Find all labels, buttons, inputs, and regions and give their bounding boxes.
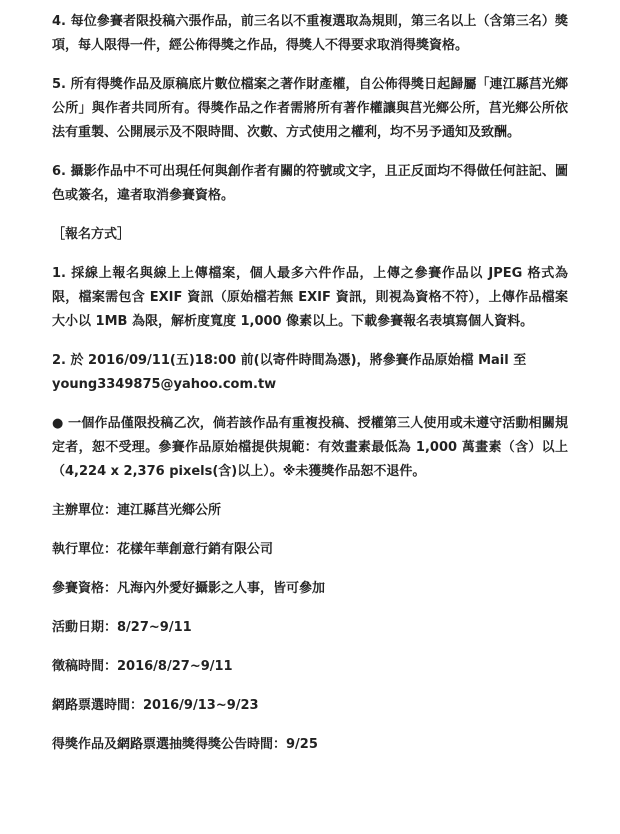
event-dates-line: 活動日期：8/27~9/11 [52, 620, 192, 635]
document-body [52, 10, 568, 772]
submission-email: young3349875@yahoo.com.tw [52, 377, 277, 392]
online-voting-line: 網路票選時間：2016/9/13~9/23 [52, 698, 259, 713]
rule-5-paragraph: 5. 所有得獎作品及原稿底片數位檔案之著作財產權，自公佈得獎日起歸屬「連江縣莒光鄉公所」與作者共同所有。得獎作品之作者需將所有著作權讓與莒光鄉公所，莒光鄉公所依法有重製、公開展示及不限時間、次數、方式使用之權利，均不另予通知及致酬。 [52, 77, 568, 140]
registration-step-1: 1. 採線上報名與線上上傳檔案，個人最多六件作品，上傳之參賽作品以 JPEG 格式為限，檔案需包含 EXIF 資訊（原始檔若無 EXIF 資訊，則視為資格不符），上傳作品檔案大小以 1MB 為限，解析度寬度 1,000 像素以上。下載參賽報名表填寫個人資料。 [52, 266, 568, 329]
registration-step-2-text: 2. 於 2016/09/11(五)18:00 前(以寄件時間為憑)，將參賽作品原始檔 Mail 至 [52, 353, 527, 368]
rule-6-paragraph: 6. 攝影作品中不可出現任何與創作者有關的符號或文字，且正反面均不得做任何註記、圖色或簽名，違者取消參賽資格。 [52, 164, 568, 203]
rule-4-paragraph: 4. 每位參賽者限投稿六張作品，前三名以不重複選取為規則，第三名以上（含第三名）獎項，每人限得一件，經公佈得獎之作品，得獎人不得要求取消得獎資格。 [52, 14, 568, 53]
submission-period-line: 徵稿時間：2016/8/27~9/11 [52, 659, 233, 674]
organizer-line: 主辦單位：連江縣莒光鄉公所 [52, 503, 222, 518]
registration-step-2 [52, 349, 568, 397]
executor-line: 執行單位：花樣年華創意行銷有限公司 [52, 542, 274, 557]
announcement-line: 得獎作品及網路票選抽獎得獎公告時間：9/25 [52, 737, 318, 752]
registration-heading: ［報名方式］ [52, 227, 131, 242]
submission-note: ● 一個作品僅限投稿乙次，倘若該作品有重複投稿、授權第三人使用或未遵守活動相關規定者，恕不受理。參賽作品原始檔提供規範：有效畫素最低為 1,000 萬畫素（含）以上（4,224 x 2,376 pixels(含)以上）。※未獲獎作品恕不退件。 [52, 416, 568, 479]
eligibility-line: 參賽資格：凡海內外愛好攝影之人事，皆可參加 [52, 581, 326, 596]
